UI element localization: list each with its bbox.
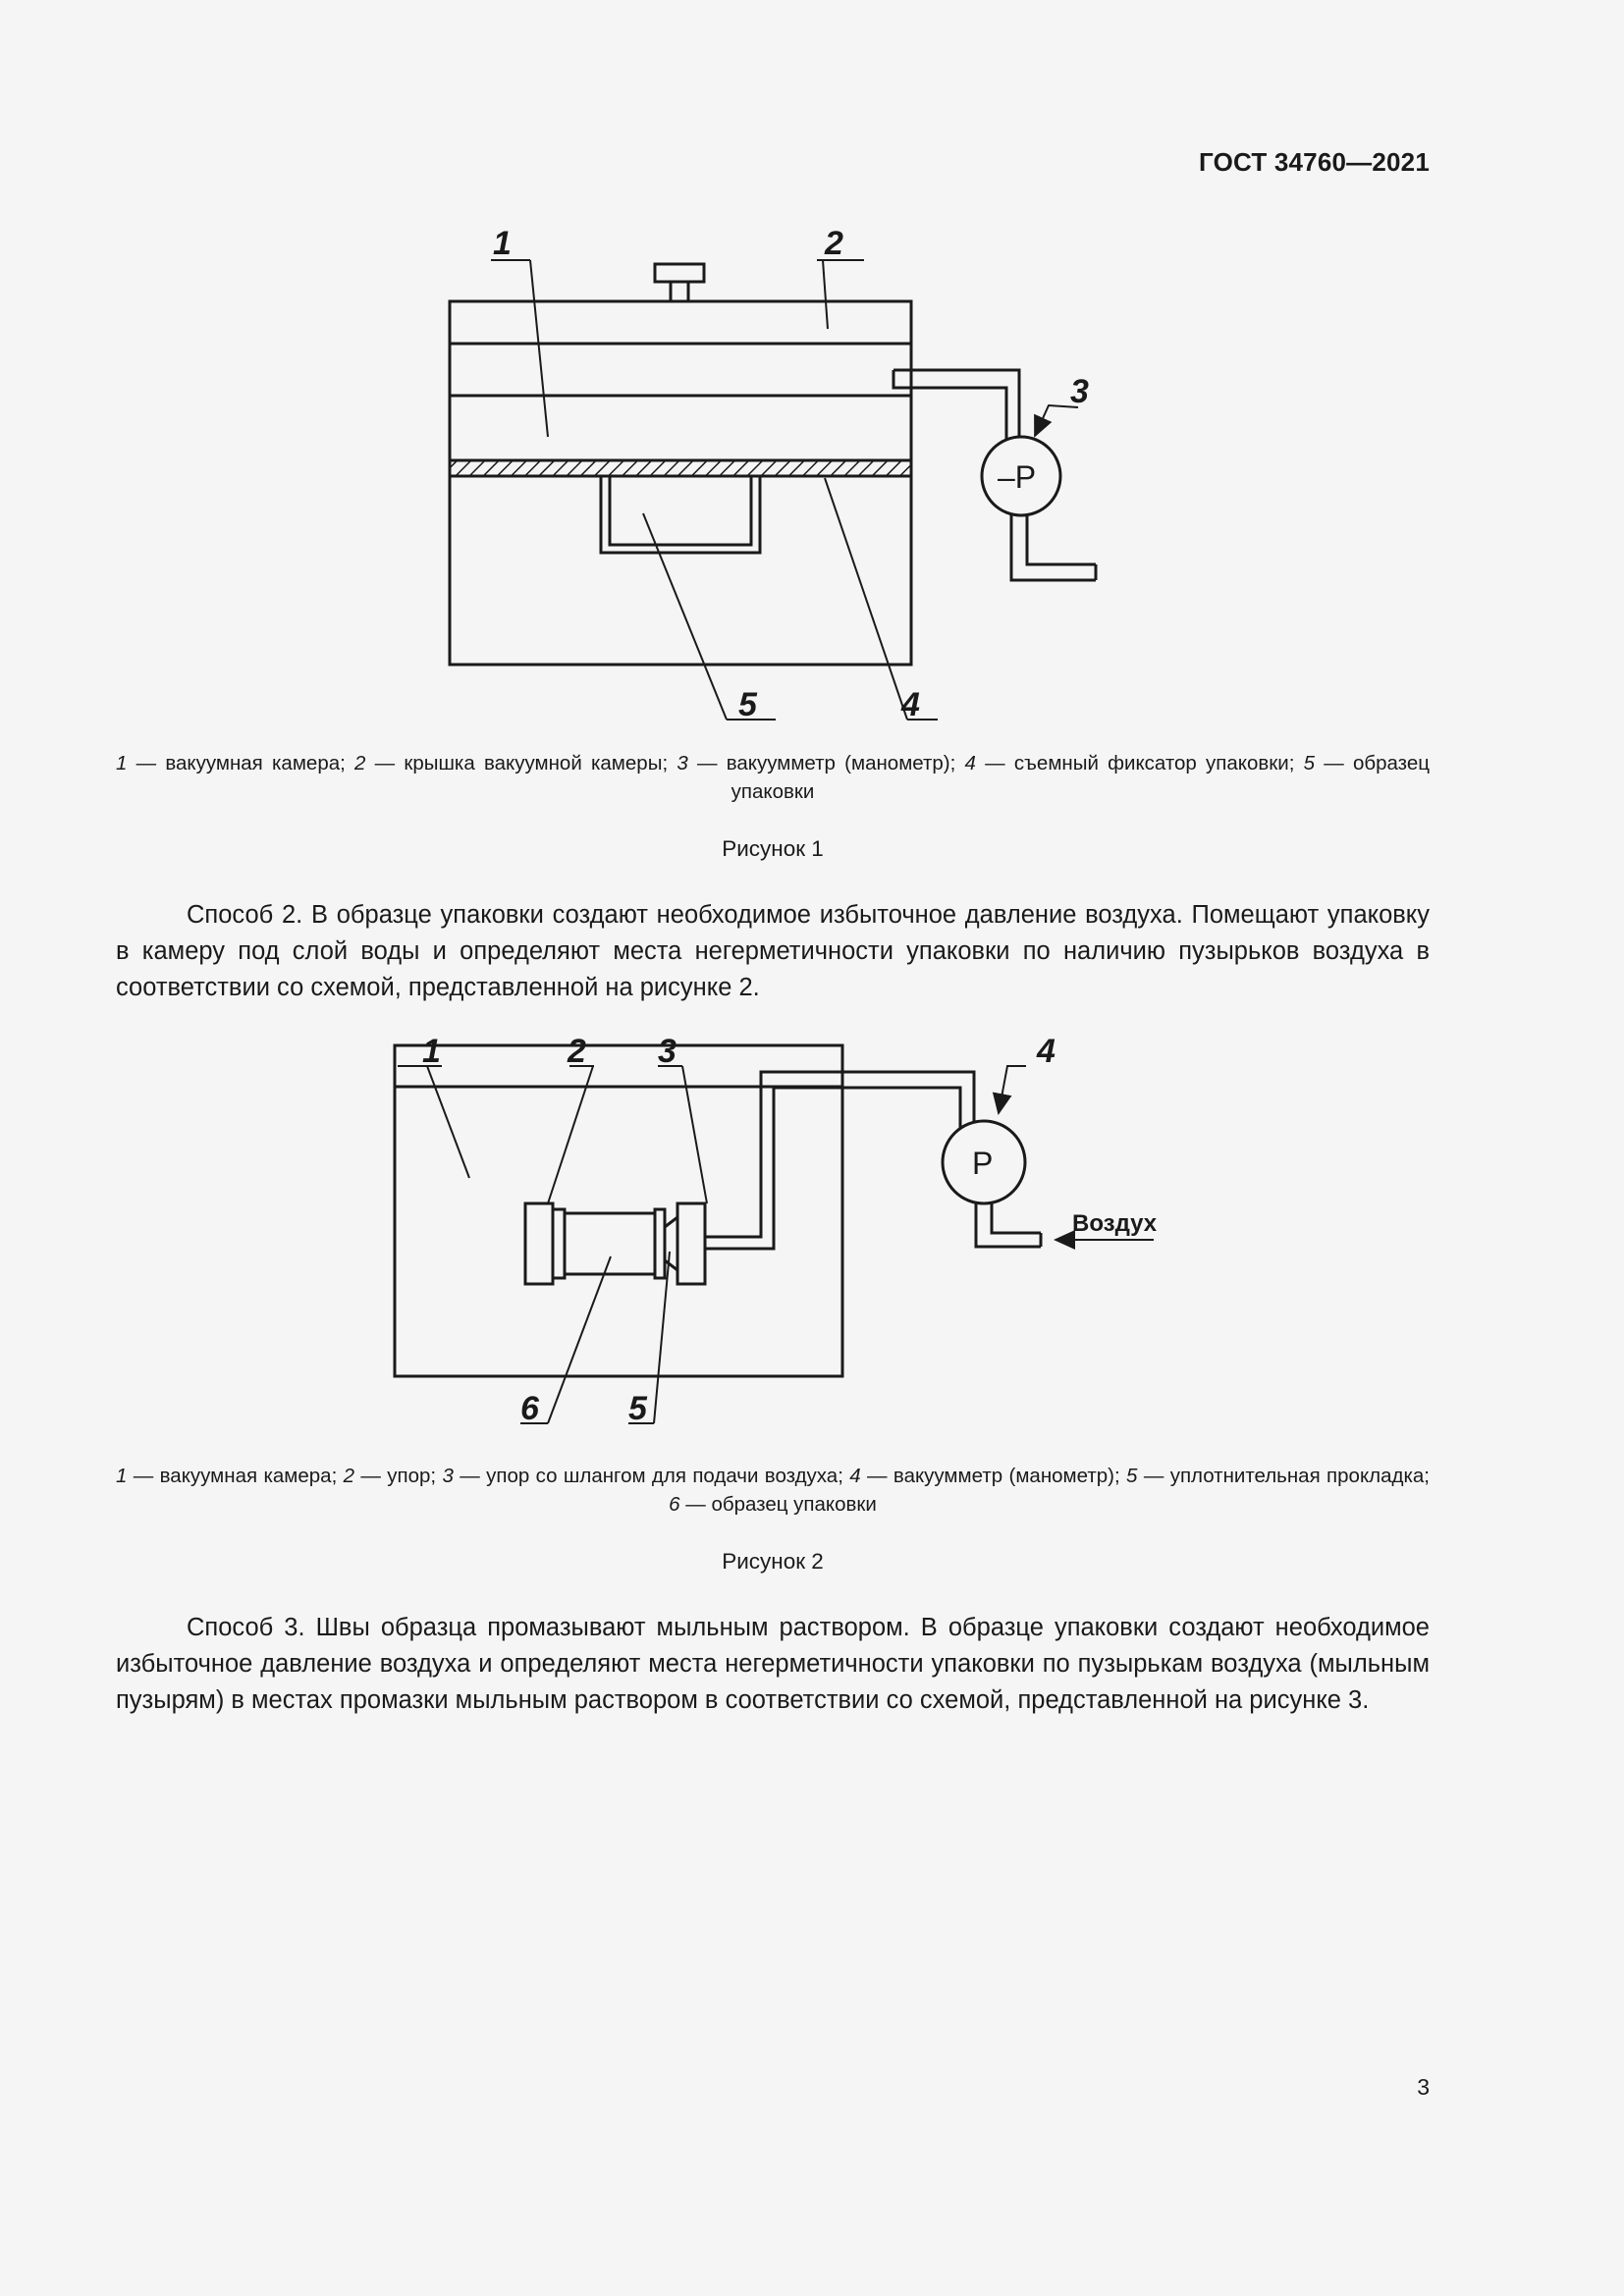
fig1-label-2: 2: [825, 225, 843, 262]
legend-num: 5: [1126, 1465, 1138, 1487]
fig2-label-4: 4: [1037, 1033, 1056, 1070]
legend-num: 3: [677, 752, 688, 774]
stop-left: [525, 1203, 553, 1284]
page-number: 3: [1417, 2074, 1430, 2100]
figure-1-legend: [116, 749, 1430, 806]
legend-num: 4: [849, 1465, 861, 1487]
fig2-label-5: 5: [628, 1390, 647, 1427]
fig2-label-3: 3: [658, 1033, 677, 1070]
legend-text: — вакуумметр (манометр);: [860, 1465, 1127, 1487]
legend-num: 4: [964, 752, 976, 774]
legend-text: — упор со шлангом для подачи воздуха;: [453, 1465, 850, 1487]
legend-text: — съемный фиксатор упаковки;: [975, 752, 1295, 774]
legend-num: 3: [442, 1465, 454, 1487]
sealing-gasket: [655, 1209, 665, 1278]
stop-with-hose: [677, 1203, 705, 1284]
legend-text: — упор;: [354, 1465, 443, 1487]
document-code: ГОСТ 34760—2021: [1199, 147, 1430, 177]
water-chamber: [395, 1045, 842, 1376]
vacuum-chamber: [450, 301, 911, 665]
fig1-label-4: 4: [901, 686, 920, 723]
air-inlet-label: Воздух: [1072, 1210, 1158, 1237]
legend-text: — уплотнительная прокладка;: [1137, 1465, 1430, 1487]
legend-text: — вакуумная камера;: [127, 1465, 344, 1487]
fig2-label-2: 2: [568, 1033, 586, 1070]
fig1-gauge-symbol: –P: [998, 459, 1037, 495]
figure-1-diagram: [432, 221, 1119, 731]
legend-num: 2: [354, 752, 366, 774]
package-sample: [565, 1213, 655, 1274]
paragraph-method-3: Способ 3. Швы образца промазывают мыльным раствором. В образце упаковки создают необходимое избыточное давление воздуха и определяют места негерметичности упаковки по пузырькам воздуха (мыльным пузырям) в местах промазки мыльным раствором в соответствии со схемой, представленной на рисунке 3.: [116, 1614, 1430, 1714]
lid-knob: [655, 264, 704, 282]
figure-2-diagram: [383, 1031, 1188, 1443]
package-sample: [601, 476, 760, 553]
figure-1-caption: Рисунок 1: [722, 836, 824, 861]
fig2-gauge-symbol: P: [972, 1146, 994, 1181]
legend-num: 1: [116, 752, 128, 774]
fig1-label-5: 5: [738, 686, 757, 723]
fig1-label-3: 3: [1070, 373, 1089, 410]
fig2-label-6: 6: [520, 1390, 539, 1427]
legend-text: — вакуумметр (манометр);: [687, 752, 965, 774]
legend-num: 6: [669, 1493, 680, 1516]
removable-fixator: [450, 460, 911, 476]
figure-2-legend: [116, 1462, 1430, 1519]
paragraph-method-2: Способ 2. В образце упаковки создают необходимое избыточное давление воздуха. Помещают упаковку в камеру под слой воды и определяют места негерметичности упаковки по наличию пузырьков воздуха в соответствии со схемой, представленной на рисунке 2.: [116, 901, 1430, 1001]
fig1-label-1: 1: [493, 225, 512, 262]
legend-text: — образец упаковки: [731, 752, 1430, 803]
legend-num: 2: [343, 1465, 355, 1487]
figure-2-caption: Рисунок 2: [722, 1549, 824, 1574]
fig2-label-1: 1: [422, 1033, 441, 1070]
legend-text: — образец упаковки: [679, 1493, 877, 1516]
legend-text: — вакуумная камера;: [127, 752, 355, 774]
legend-num: 5: [1303, 752, 1316, 774]
legend-text: — крышка вакуумной камеры;: [365, 752, 677, 774]
legend-num: 1: [116, 1465, 128, 1487]
